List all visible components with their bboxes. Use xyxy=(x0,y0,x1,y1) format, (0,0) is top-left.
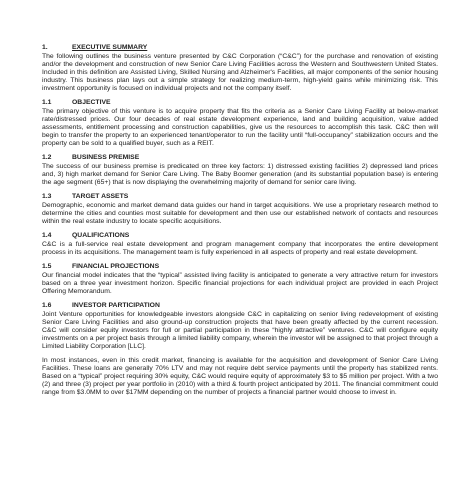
section-paragraph: The following outlines the business venture presented by C&C Corporation (“C&C”) for the purchase and renovation of existing and/or the development and construction of new Senior Care Living Facilities across the Western and Southwestern United States. Included in this definition are Assisted Living, Skilled Nursing and Alzheimer's Facilities, all major components of the senior housing industry. This business plan lays out a simple strategy for realizing medium-term, high-yield gains while minimizing risk. This investment opportunity is focused on individual projects and not the company itself. xyxy=(42,53,438,92)
section-number: 1.4 xyxy=(42,232,52,239)
section-heading xyxy=(42,232,438,240)
section-heading xyxy=(42,99,438,107)
section-number: 1.2 xyxy=(42,154,52,161)
section-heading xyxy=(42,193,438,201)
section-body xyxy=(42,202,438,226)
section-heading xyxy=(42,154,438,162)
section-heading xyxy=(42,44,438,52)
section-body xyxy=(42,163,438,187)
section-paragraph: Demographic, economic and market demand data guides our hand in target acquisitions. We use a proprietary research method to determine the cities and counties most suitable for development and then use our established network of contacts and resources within the real estate industry to locate specific acquisitions. xyxy=(42,202,438,225)
section-title: INVESTOR PARTICIPATION xyxy=(72,302,160,309)
section-title: TARGET ASSETS xyxy=(72,193,129,200)
section-paragraph: Joint Venture opportunities for knowledgeable investors alongside C&C in capitalizing on senior living redevelopment of existing Senior Care Living Facilities and also ground-up construction projects that have been greatly affected by the current recession. C&C will consider equity investors for full or partial participation in these “highly attractive” ventures. C&C will configure equity investments on a per project basis through a limited liability company, wherein the investor will be assigned to that project through a Limited Liability Corporation [LLC]. xyxy=(42,311,438,350)
document-section xyxy=(42,154,438,187)
section-body xyxy=(42,241,438,257)
section-title: BUSINESS PREMISE xyxy=(72,154,140,161)
document-section xyxy=(42,44,438,93)
section-title: FINANCIAL PROJECTIONS xyxy=(72,263,160,270)
document-section xyxy=(42,263,438,296)
section-title: OBJECTIVE xyxy=(72,99,111,106)
section-number: 1.3 xyxy=(42,193,52,200)
document-section xyxy=(42,193,438,226)
section-body xyxy=(42,311,438,397)
document-section xyxy=(42,232,438,257)
document-section xyxy=(42,99,438,148)
section-paragraph: The success of our business premise is predicated on three key factors: 1) distressed existing facilities 2) depressed land prices and, 3) high market demand for Senior Care Living. The Baby Boomer generation (and its substantial population base) is entering the age segment (65+) that is now displaying the overwhelming majority of demand for senior care living. xyxy=(42,163,438,186)
section-number: 1.5 xyxy=(42,263,52,270)
section-number: 1.6 xyxy=(42,302,52,309)
section-body xyxy=(42,108,438,148)
section-paragraph: The primary objective of this venture is to acquire property that fits the criteria as a Senior Care Living Facility at below-market rate/distressed prices. Our four decades of real estate development experience, land and building acquisition, value added assessments, entitlement processing and construction capabilities, give us the resources to accomplish this task. C&C then will begin to transfer the property to an experienced tenant/operator to run the facility until “full-occupancy” stabilization occurs and the property can be sold to a qualified buyer, such as a REIT. xyxy=(42,108,438,147)
section-paragraph: C&C is a full-service real estate development and program management company that incorporates the entire development process in its acquisitions. The management team is fully experienced in all aspects of property and real estate development. xyxy=(42,241,438,256)
section-body xyxy=(42,53,438,93)
section-title: EXECUTIVE SUMMARY xyxy=(72,44,148,51)
document-page xyxy=(42,44,438,403)
section-heading xyxy=(42,263,438,271)
section-paragraph: Our financial model indicates that the “typical” assisted living facility is anticipated to generate a very attractive return for investors based on a three year investment horizon. Specific financial projections for each individual project are provided in each Project Offering Memorandum. xyxy=(42,272,438,295)
section-number: 1. xyxy=(42,44,48,51)
section-body xyxy=(42,272,438,296)
section-number: 1.1 xyxy=(42,99,52,106)
section-paragraph: In most instances, even in this credit market, financing is available for the acquisition and development of Senior Care Living Facilities. These loans are generally 70% LTV and may not require debt service payments until the property has stabilized rents. Based on a “typical” project requiring 30% equity, C&C would require equity of approximately $3 to $5 million per project. With a two (2) and three (3) project per year portfolio in (2010) with a third & fourth project anticipated by 2011. The financial commitment could range from $3.0MM to over $17MM depending on the number of projects a financial partner would choose to invest in. xyxy=(42,357,438,396)
section-heading xyxy=(42,302,438,310)
document-section xyxy=(42,302,438,397)
section-title: QUALIFICATIONS xyxy=(72,232,130,239)
